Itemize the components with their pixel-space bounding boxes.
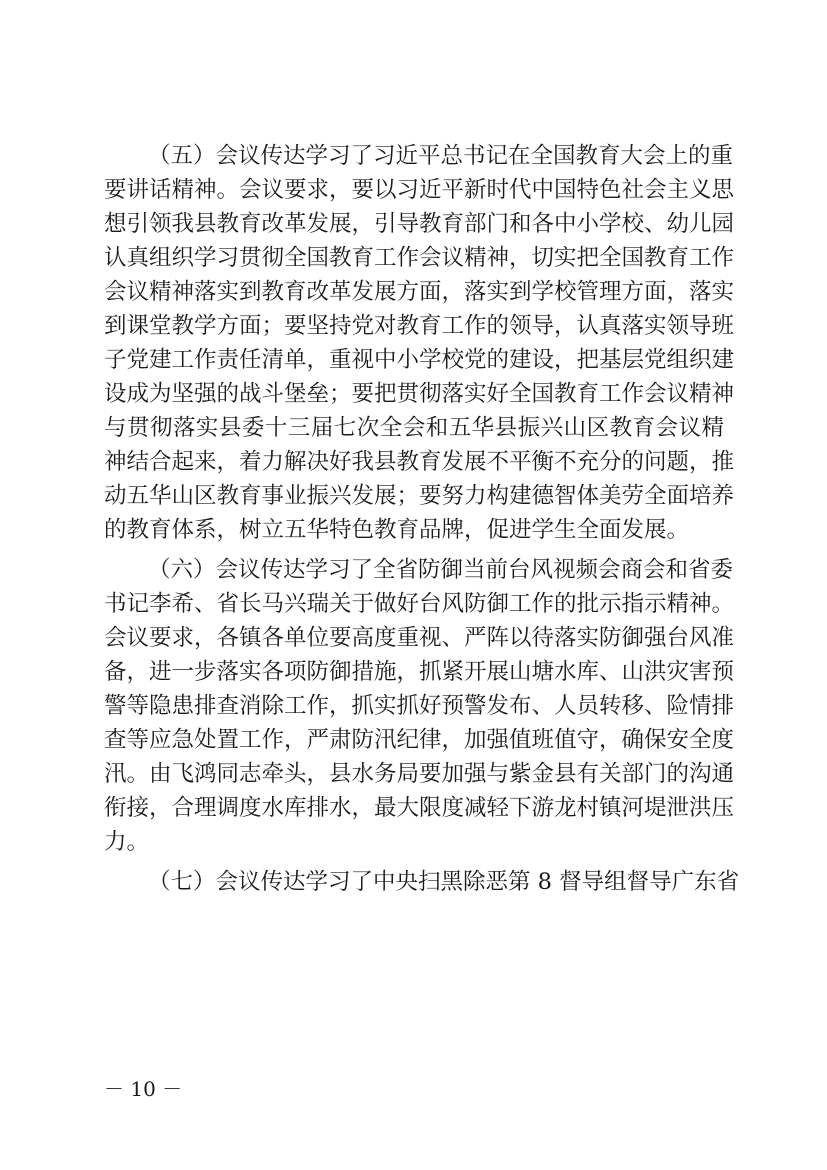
text-line: 汛。由飞鸿同志牵头，县水务局要加强与紫金县有关部门的沟通 [104,761,735,787]
text-line: 力。 [104,829,150,855]
page-number: － 10 － [104,1077,183,1101]
text-line: （五）会议传达学习了习近平总书记在全国教育大会上的重 [148,143,734,169]
text-line: 神结合起来，着力解决好我县教育发展不平衡不充分的问题，推 [104,449,735,475]
text-line: 书记李希、省长马兴瑞关于做好台风防御工作的批示指示精神。 [104,591,735,617]
text-line: （六）会议传达学习了全省防御当前台风视频会商会和省委 [148,557,734,583]
text-line: 警等隐患排查消除工作，抓实抓好预警发布、人员转移、险情排 [104,693,735,719]
text-line: 认真组织学习贯彻全国教育工作会议精神，切实把全国教育工作 [104,245,735,271]
text-line: 要讲话精神。会议要求，要以习近平新时代中国特色社会主义思 [104,177,735,203]
text-line: 会议精神落实到教育改革发展方面，落实到学校管理方面，落实 [104,279,735,305]
text-line: 到课堂教学方面；要坚持党对教育工作的领导，认真落实领导班 [104,313,735,339]
text-line: 查等应急处置工作，严肃防汛纪律，加强值班值守，确保安全度 [104,727,735,753]
text-line: 的教育体系，树立五华特色教育品牌，促进学生全面发展。 [104,517,690,543]
text-line: 动五华山区教育事业振兴发展；要努力构建德智体美劳全面培养 [104,483,735,509]
text-line: （七）会议传达学习了中央扫黑除恶第 8 督导组督导广东省 [148,869,740,895]
text-line: 设成为坚强的战斗堡垒；要把贯彻落实好全国教育工作会议精神 [104,381,735,407]
text-line: 会议要求，各镇各单位要高度重视、严阵以待落实防御强台风准 [104,625,735,651]
text-line: 备，进一步落实各项防御措施，抓紧开展山塘水库、山洪灾害预 [104,659,735,685]
text-line: 想引领我县教育改革发展，引导教育部门和各中小学校、幼儿园 [104,211,735,237]
text-line: 与贯彻落实县委十三届七次全会和五华县振兴山区教育会议精 [104,415,724,441]
text-line: 子党建工作责任清单，重视中小学校党的建设，把基层党组织建 [104,347,735,373]
text-line: 衔接，合理调度水库排水，最大限度减轻下游龙村镇河堤泄洪压 [104,795,735,821]
